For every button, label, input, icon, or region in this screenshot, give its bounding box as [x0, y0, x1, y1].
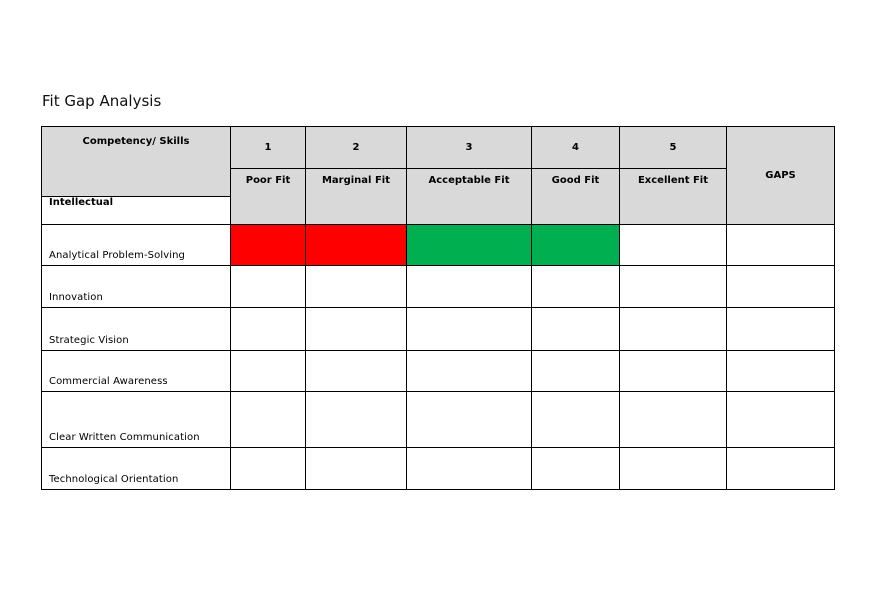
level-label-5: Excellent Fit — [620, 169, 727, 225]
rating-cell-1[interactable] — [231, 448, 306, 490]
header-row-numbers — [42, 127, 835, 169]
gaps-cell[interactable] — [727, 266, 835, 308]
rating-cell-3[interactable] — [407, 225, 532, 266]
competency-name: Technological Orientation — [42, 448, 231, 490]
rating-cell-5[interactable] — [620, 392, 727, 448]
level-number-3: 3 — [407, 127, 532, 169]
rating-cell-4[interactable] — [532, 225, 620, 266]
fit-gap-table — [41, 126, 835, 490]
competency-name: Clear Written Communication — [42, 392, 231, 448]
gaps-header: GAPS — [727, 127, 835, 225]
gaps-cell[interactable] — [727, 392, 835, 448]
level-label-1: Poor Fit — [231, 169, 306, 225]
category-label: Intellectual — [42, 197, 231, 225]
gaps-cell[interactable] — [727, 308, 835, 351]
rating-cell-1[interactable] — [231, 266, 306, 308]
rating-cell-3[interactable] — [407, 266, 532, 308]
level-label-3: Acceptable Fit — [407, 169, 532, 225]
level-label-4: Good Fit — [532, 169, 620, 225]
rating-cell-5[interactable] — [620, 266, 727, 308]
rating-cell-3[interactable] — [407, 308, 532, 351]
competency-name: Commercial Awareness — [42, 351, 231, 392]
page-title: Fit Gap Analysis — [42, 92, 162, 110]
level-number-5: 5 — [620, 127, 727, 169]
rating-cell-4[interactable] — [532, 308, 620, 351]
competency-name: Strategic Vision — [42, 308, 231, 351]
rating-cell-5[interactable] — [620, 308, 727, 351]
rating-cell-2[interactable] — [306, 266, 407, 308]
rating-cell-1[interactable] — [231, 225, 306, 266]
table-row — [42, 225, 835, 266]
rating-cell-2[interactable] — [306, 351, 407, 392]
rating-cell-1[interactable] — [231, 308, 306, 351]
rating-cell-4[interactable] — [532, 448, 620, 490]
level-number-1: 1 — [231, 127, 306, 169]
table-row — [42, 351, 835, 392]
rating-cell-2[interactable] — [306, 225, 407, 266]
table-row — [42, 448, 835, 490]
level-number-2: 2 — [306, 127, 407, 169]
rating-cell-5[interactable] — [620, 448, 727, 490]
rating-cell-3[interactable] — [407, 392, 532, 448]
rating-cell-4[interactable] — [532, 351, 620, 392]
rating-cell-5[interactable] — [620, 351, 727, 392]
rating-cell-1[interactable] — [231, 351, 306, 392]
competency-name: Analytical Problem-Solving — [42, 225, 231, 266]
gaps-cell[interactable] — [727, 351, 835, 392]
level-number-4: 4 — [532, 127, 620, 169]
rating-cell-1[interactable] — [231, 392, 306, 448]
rating-cell-5[interactable] — [620, 225, 727, 266]
table-row — [42, 266, 835, 308]
rating-cell-2[interactable] — [306, 392, 407, 448]
table-row — [42, 308, 835, 351]
gaps-cell[interactable] — [727, 225, 835, 266]
competency-header: Competency/ Skills — [42, 127, 231, 197]
table-row — [42, 392, 835, 448]
rating-cell-2[interactable] — [306, 448, 407, 490]
rating-cell-3[interactable] — [407, 351, 532, 392]
competency-rows — [42, 225, 835, 490]
gaps-cell[interactable] — [727, 448, 835, 490]
level-label-2: Marginal Fit — [306, 169, 407, 225]
rating-cell-3[interactable] — [407, 448, 532, 490]
rating-cell-4[interactable] — [532, 392, 620, 448]
rating-cell-4[interactable] — [532, 266, 620, 308]
rating-cell-2[interactable] — [306, 308, 407, 351]
competency-name: Innovation — [42, 266, 231, 308]
